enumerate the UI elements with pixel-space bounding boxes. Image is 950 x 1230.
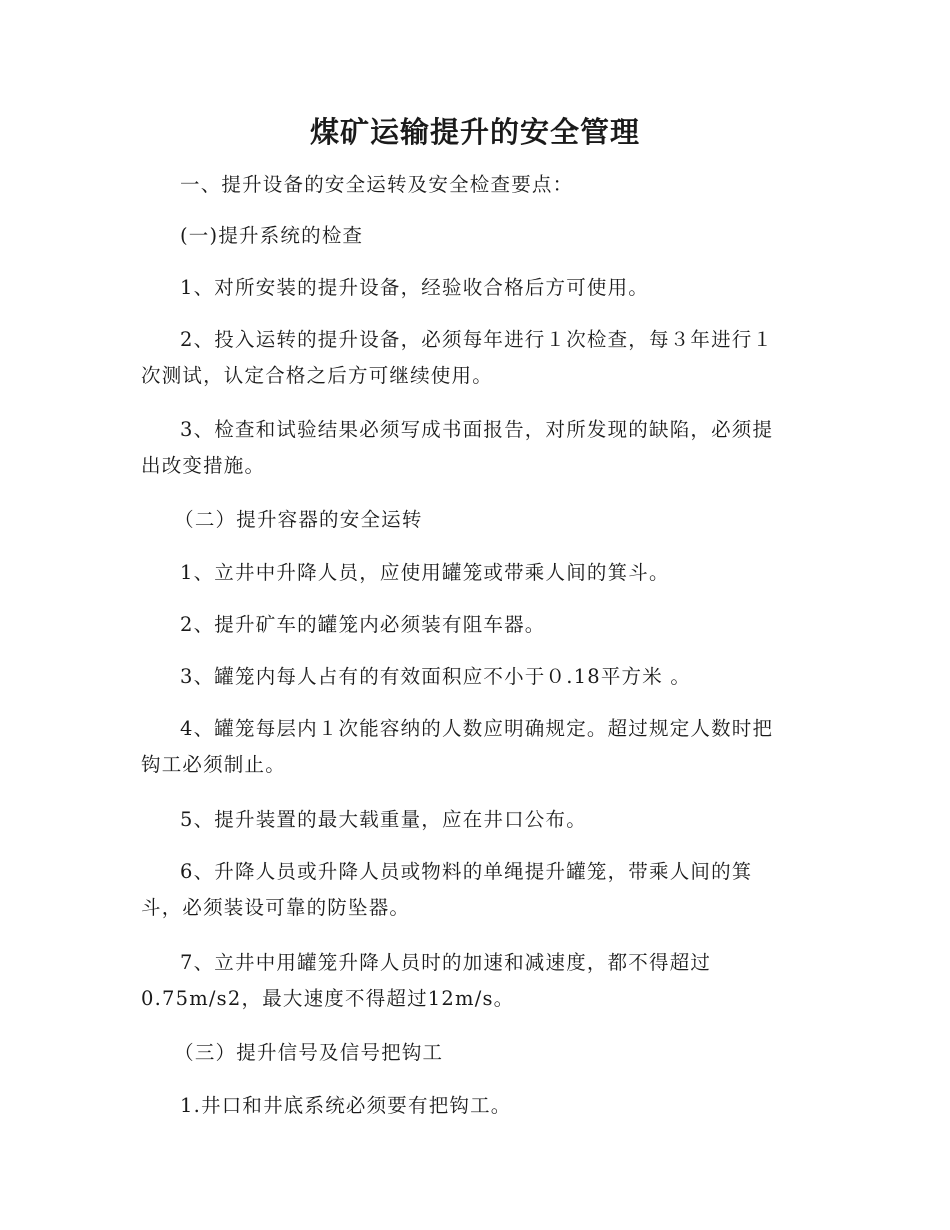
paragraph-line: 2、提升矿车的罐笼内必须装有阻车器。 bbox=[180, 613, 546, 636]
paragraph-line: 5、提升装置的最大载重量，应在井口公布。 bbox=[180, 808, 587, 831]
paragraph-line: 3、检查和试验结果必须写成书面报告，对所发现的缺陷，必须提 bbox=[180, 418, 774, 441]
paragraph-item bbox=[141, 555, 807, 591]
paragraph-line: 2、投入运转的提升设备，必须每年进行１次检查，每３年进行１ bbox=[180, 328, 774, 351]
paragraph-line: 钩工必须制止。 bbox=[141, 753, 286, 776]
subsection-heading-1 bbox=[141, 218, 807, 254]
paragraph-item bbox=[141, 802, 807, 838]
paragraph-item bbox=[141, 270, 807, 306]
paragraph-line: 7、立井中用罐笼升降人员时的加速和减速度，都不得超过 bbox=[180, 951, 712, 974]
document-title: 煤矿运输提升的安全管理 bbox=[309, 115, 640, 149]
paragraph-item bbox=[141, 854, 807, 926]
paragraph-line: 一、提升设备的安全运转及安全检查要点： bbox=[180, 173, 574, 196]
subsection-heading-2 bbox=[141, 502, 807, 538]
paragraph-line: （二）提升容器的安全运转 bbox=[174, 508, 423, 531]
paragraph-line: 4、罐笼每层内１次能容纳的人数应明确规定。超过规定人数时把 bbox=[180, 717, 774, 740]
paragraph-line: 次测试，认定合格之后方可继续使用。 bbox=[141, 364, 493, 387]
paragraph-item bbox=[141, 711, 807, 783]
paragraph-line: 斗，必须装设可靠的防坠器。 bbox=[141, 896, 411, 919]
paragraph-line: （三）提升信号及信号把钩工 bbox=[174, 1041, 444, 1064]
paragraph-line: 出改变措施。 bbox=[141, 454, 266, 477]
paragraph-item bbox=[141, 322, 807, 394]
paragraph-line: 0.75m/s2，最大速度不得超过12m/s。 bbox=[141, 987, 515, 1010]
paragraph-line: 1、立井中升降人员，应使用罐笼或带乘人间的箕斗。 bbox=[180, 561, 670, 584]
paragraph-item bbox=[141, 607, 807, 643]
paragraph-line: 1、对所安装的提升设备，经验收合格后方可使用。 bbox=[180, 276, 650, 299]
paragraph-line: 3、罐笼内每人占有的有效面积应不小于０.18平方米 。 bbox=[180, 665, 692, 688]
section-heading-1 bbox=[141, 167, 807, 203]
paragraph-item bbox=[141, 659, 807, 695]
paragraph-line: 6、升降人员或升降人员或物料的单绳提升罐笼，带乘人间的箕 bbox=[180, 860, 753, 883]
paragraph-item bbox=[141, 945, 807, 1017]
paragraph-item bbox=[141, 412, 807, 484]
paragraph-line: (一)提升系统的检查 bbox=[180, 224, 364, 247]
paragraph-item bbox=[141, 1088, 807, 1124]
subsection-heading-3 bbox=[141, 1035, 807, 1071]
paragraph-line: 1.井口和井底系统必须要有把钩工。 bbox=[180, 1094, 512, 1117]
